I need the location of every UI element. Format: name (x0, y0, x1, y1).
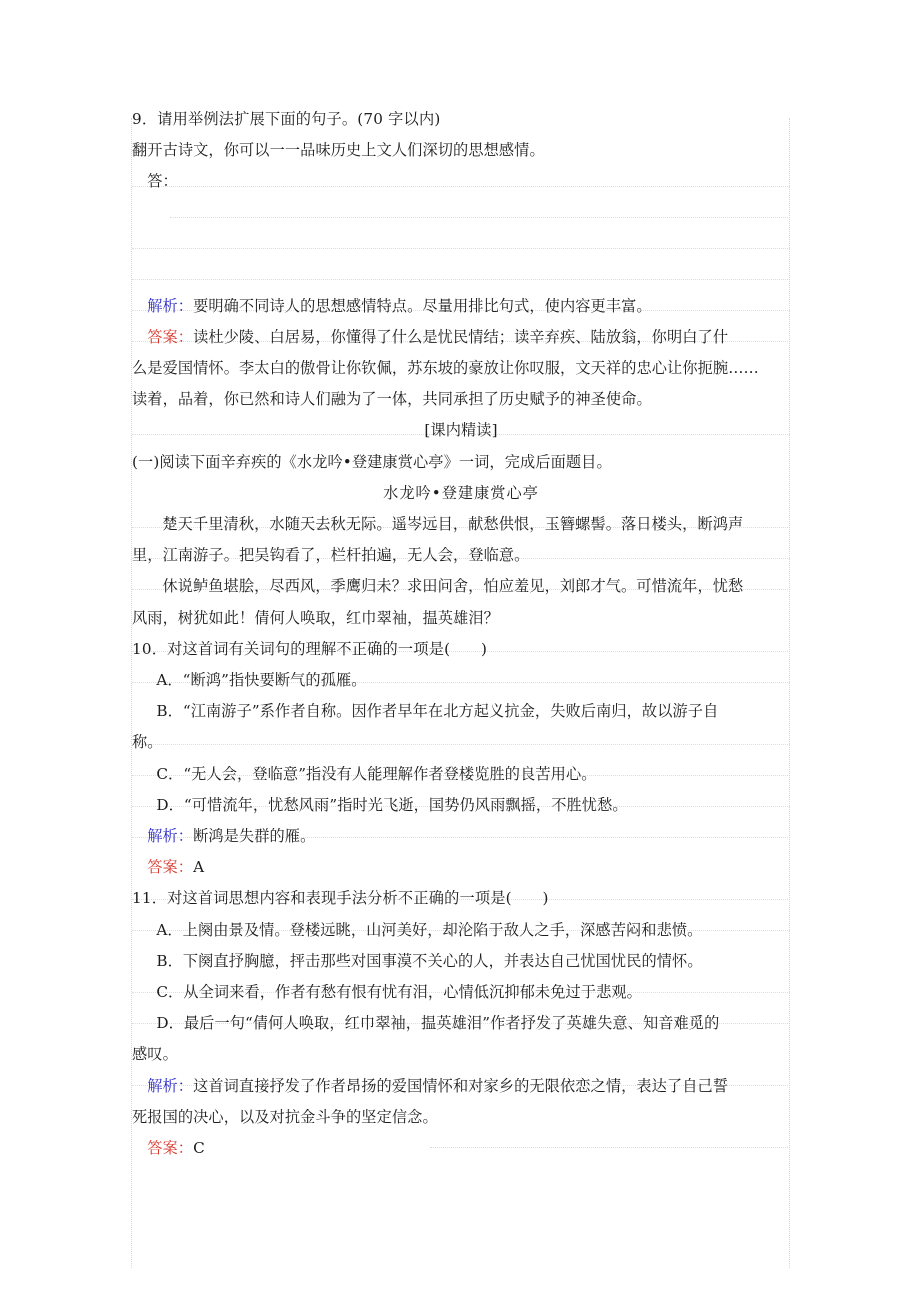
question-9-answer-line-2: 么是爱国情怀。李太白的傲骨让你钦佩，苏东坡的豪放让你叹服，文天祥的忠心让你扼腕…… (132, 359, 759, 378)
question-10-option-d[interactable]: D．“可惜流年，忧愁风雨”指时光飞逝，国势仍风雨飘摇，不胜忧愁。 (156, 795, 628, 814)
question-11-option-c[interactable]: C．从全词来看，作者有愁有恨有忧有泪，心情低沉抑郁未免过于悲观。 (156, 983, 642, 1002)
analysis-text: 这首词直接抒发了作者昂扬的爱国情怀和对家乡的无限依恋之情，表达了自己誓 (193, 1076, 729, 1095)
question-11-analysis-line-1 (132, 1071, 790, 1102)
analysis-label: 解析 (147, 827, 178, 846)
answer-value: A (193, 858, 205, 877)
analysis-label: 解析 (147, 296, 178, 315)
analysis-text: 要明确不同诗人的思想感情特点。尽量用排比句式，使内容更丰富。 (193, 296, 652, 315)
poem-stanza-2-line-2: 风雨，树犹如此！倩何人唤取，红巾翠袖，揾英雄泪？ (132, 608, 499, 627)
question-9-answer-line-1 (132, 322, 790, 353)
poem-title: 水龙吟•登建康赏心亭 (383, 483, 539, 502)
question-9-answer-prompt: 答： (147, 172, 178, 191)
question-9-sentence: 翻开古诗文，你可以一一品味历史上文人们深切的思想感情。 (132, 141, 545, 160)
question-11-option-d-cont: 感叹。 (132, 1045, 178, 1064)
question-11-answer (132, 1133, 790, 1164)
answer-text: 读杜少陵、白居易，你懂得了什么是忧民情结；读辛弃疾、陆放翁，你明白了什 (193, 327, 729, 346)
question-9-prompt: 9．请用举例法扩展下面的句子。(70 字以内) (132, 110, 441, 128)
question-11-option-a[interactable]: A．上阕由景及情。登楼远眺，山河美好，却沦陷于敌人之手，深感苦闷和悲愤。 (156, 920, 703, 939)
analysis-colon: ： (177, 296, 194, 315)
answer-label: 答案 (147, 858, 178, 877)
question-9-analysis (132, 291, 790, 322)
question-10-option-b[interactable]: B．“江南游子”系作者自称。因作者早年在北方起义抗金，失败后南归，故以游子自 (156, 702, 719, 721)
page-content (132, 104, 790, 1164)
section-intro: (一)阅读下面辛弃疾的《水龙吟•登建康赏心亭》一词，完成后面题目。 (132, 452, 612, 471)
answer-blank-area[interactable] (132, 198, 790, 291)
question-10-option-a[interactable]: A．“断鸿”指快要断气的孤雁。 (156, 671, 367, 690)
answer-colon: ： (177, 327, 194, 346)
question-10-answer (132, 852, 790, 883)
question-11-option-d[interactable]: D．最后一句“倩何人唤取，红巾翠袖，揾英雄泪”作者抒发了英雄失意、知音难觅的 (156, 1014, 720, 1033)
question-9-answer-line-3: 读着，品着，你已然和诗人们融为了一体，共同承担了历史赋予的神圣使命。 (132, 390, 652, 409)
question-11-option-b[interactable]: B．下阕直抒胸臆，抨击那些对国事漠不关心的人，并表达自己忧国忧民的情怀。 (156, 951, 703, 970)
answer-colon: ： (177, 1139, 194, 1158)
analysis-colon: ： (177, 1076, 194, 1095)
answer-label: 答案 (147, 1139, 178, 1158)
section-heading: [课内精读] (424, 421, 498, 440)
question-10-option-b-cont: 称。 (132, 733, 163, 752)
question-11-analysis-line-2: 死报国的决心，以及对抗金斗争的坚定信念。 (132, 1107, 438, 1126)
question-10-option-c[interactable]: C．“无人会，登临意”指没有人能理解作者登楼览胜的良苦用心。 (156, 764, 597, 783)
answer-colon: ： (177, 858, 194, 877)
question-10-analysis (132, 821, 790, 852)
poem-stanza-1-line-1: 楚天千里清秋，水随天去秋无际。遥岑远目，献愁供恨，玉簪螺髻。落日楼头，断鸿声 (162, 515, 744, 534)
answer-value: C (193, 1139, 205, 1158)
analysis-text: 断鸿是失群的雁。 (193, 827, 316, 846)
poem-stanza-1-line-2: 里，江南游子。把吴钩看了，栏杆拍遍，无人会，登临意。 (132, 546, 530, 565)
answer-label: 答案 (147, 327, 178, 346)
analysis-label: 解析 (147, 1076, 178, 1095)
analysis-colon: ： (177, 827, 194, 846)
poem-stanza-2-line-1: 休说鲈鱼堪脍，尽西风，季鹰归未？求田问舍，怕应羞见，刘郎才气。可惜流年，忧愁 (162, 577, 744, 596)
question-11-prompt: 11．对这首词思想内容和表现手法分析不正确的一项是( ) (132, 889, 549, 908)
question-10-prompt: 10．对这首词有关词句的理解不正确的一项是( ) (132, 639, 488, 658)
